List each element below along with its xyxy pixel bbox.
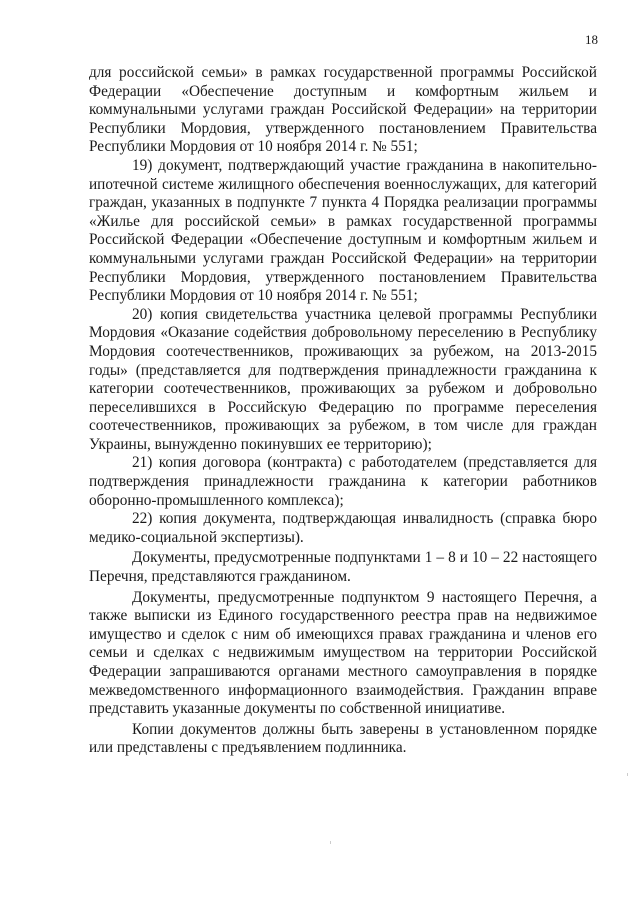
paragraph-item-22: 22) копия документа, подтверждающая инвалидность (справка бюро медико-социальной экспертизы). (89, 510, 597, 546)
scan-speck (330, 841, 331, 844)
paragraph-item-19: 19) документ, подтверждающий участие гражданина в накопительно-ипотечной системе жилищного обеспечения военнослужащих, для категорий граждан, указанных в подпункте 7 пункта 4 Порядка реализации программы «Жилье для российской семьи» в рамках государственной программы Российской Федерации «Обеспечение доступным и комфортным жильем и коммунальными услугами граждан Российской Федерации» на территории Республики Мордовия, утвержденного постановлением Правительства Республики Мордовия от 10 ноября 2014 г. № 551; (89, 156, 597, 305)
paragraph-item-20: 20) копия свидетельства участника целевой программы Республики Мордовия «Оказание содействия добровольному переселению в Республику Мордовия соотечественников, проживающих за рубежом, на 2013-2015 годы» (представляется для подтверждения принадлежности гражданина к категории соотечественников, проживающих за рубежом и добровольно переселившихся в Российскую Федерацию по программе переселения соотечественников, проживающих за рубежом, в том числе для граждан Украины, вынужденно покинувших ее территорию); (89, 305, 597, 453)
paragraph-copies-certification: Копии документов должны быть заверены в установленном порядке или представлены с предъявлением подлинника. (89, 720, 597, 757)
document-body (89, 64, 597, 758)
page-number: 18 (585, 32, 598, 47)
scan-speck (627, 773, 628, 776)
paragraph-documents-submitted: Документы, предусмотренные подпунктами 1 – 8 и 10 – 22 настоящего Перечня, представляются гражданином. (89, 549, 597, 586)
paragraph-item-21: 21) копия договора (контракта) с работодателем (представляется для подтверждения принадлежности гражданина к категории работников оборонно-промышленного комплекса); (89, 454, 597, 509)
paragraph-documents-requested: Документы, предусмотренные подпунктом 9 настоящего Перечня, а также выписки из Единого государственного реестра прав на недвижимое имущество и сделок с ним об имеющихся правах гражданина и членов его семьи и сделках с недвижимым имуществом на территории Российской Федерации запрашиваются органами местного самоуправления в порядке межведомственного информационного взаимодействия. Гражданин вправе представить указанные документы по собственной инициативе. (89, 588, 597, 718)
paragraph-continuation: для российской семьи» в рамках государственной программы Российской Федерации «Обеспечение доступным и комфортным жильем и коммунальными услугами граждан Российской Федерации» на территории Республики Мордовия, утвержденного постановлением Правительства Республики Мордовия от 10 ноября 2014 г. № 551; (89, 64, 597, 156)
